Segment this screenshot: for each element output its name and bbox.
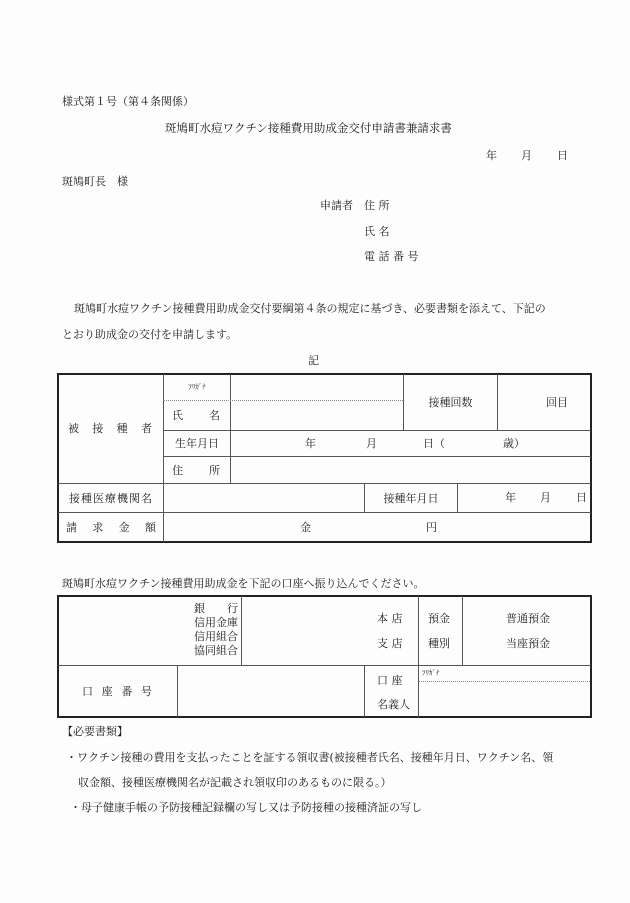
birth-label: 生年月日 (175, 437, 219, 450)
account-holder-input[interactable] (419, 682, 590, 716)
count-label: 接種回数 (428, 396, 473, 409)
applicant-name-label: 氏 名 (364, 225, 390, 238)
form-number: 様式第１号（第４条関係） (62, 95, 194, 108)
label-char: 接 (92, 422, 104, 435)
holder-furigana-label: ﾌﾘｶﾞﾅ (422, 669, 440, 677)
deposit-type-ordinary[interactable]: 普通預金 (506, 612, 550, 625)
label-char: 号 (140, 685, 152, 698)
vaccination-month[interactable]: 月 (540, 491, 551, 504)
label-char: 氏 (172, 409, 183, 422)
required-doc-2: ・母子健康手帳の予防接種記録欄の写し又は予防接種の接種済証の写し (70, 801, 422, 814)
label-char: 被 (68, 422, 79, 435)
institution-shinkumi: 信用組合 (194, 630, 238, 643)
institution-bank: 銀 行 (194, 602, 238, 615)
institution-shinkin: 信用金庫 (194, 616, 238, 629)
label-char: 名 (209, 409, 220, 422)
label-char: 求 (92, 520, 104, 534)
institution-types[interactable] (190, 602, 238, 658)
address-input[interactable] (231, 457, 590, 483)
label-char: 住 (172, 463, 183, 477)
ki-label: 記 (308, 354, 319, 367)
clinic-label: 接種医療機関名 (69, 491, 153, 505)
label-char: 所 (209, 463, 220, 477)
required-doc-1-line-1: ・ワクチン接種の費用を支払ったことを証する領収書(被接種者氏名、接種年月日、ワクチン名、領 (66, 751, 554, 764)
name-input[interactable] (231, 401, 403, 430)
deposit-type-checking[interactable]: 当座預金 (506, 637, 550, 650)
account-holder-label-1: 口 座 (377, 674, 403, 687)
required-docs-heading: 【必要書類】 (62, 725, 128, 738)
birth-year[interactable]: 年 (305, 437, 316, 450)
label-char: 請 (66, 520, 77, 534)
account-number-label (82, 666, 152, 717)
furigana-input[interactable] (231, 375, 403, 400)
bank-instruction: 斑鳩町水痘ワクチン接種費用助成金を下記の口座へ振り込んでください。 (62, 577, 425, 590)
date-month: 月 (521, 149, 532, 162)
amount-prefix[interactable]: 金 (300, 521, 311, 534)
clinic-input[interactable] (164, 484, 364, 512)
vaccination-date-label: 接種年月日 (383, 491, 439, 505)
vaccinee-section-label (68, 374, 152, 483)
deposit-type-label-2: 種別 (428, 637, 450, 650)
label-char: 番 (121, 685, 133, 698)
label-char: 座 (101, 685, 113, 698)
label-char: 額 (144, 520, 156, 534)
furigana-label: ﾌﾘｶﾞﾅ (188, 383, 206, 391)
birth-day[interactable]: 日（ (423, 437, 445, 450)
date-year: 年 (486, 149, 497, 162)
page-title: 斑鳩町水痘ワクチン接種費用助成金交付申請書兼請求書 (165, 121, 452, 135)
vaccination-year[interactable]: 年 (505, 491, 516, 504)
name-label (172, 401, 220, 430)
applicant-phone-label: 電 話 番 号 (364, 250, 419, 263)
age[interactable]: 歳） (503, 437, 525, 450)
branch-office-option[interactable]: 支 店 (377, 637, 403, 650)
intro-line-1: 斑鳩町水痘ワクチン接種費用助成金交付要綱第４条の規定に基づき、必要書類を添えて、下記の (74, 302, 546, 315)
head-office-option[interactable]: 本 店 (377, 612, 403, 625)
account-number-input[interactable] (178, 666, 364, 717)
address-label (172, 457, 220, 483)
label-char: 種 (116, 422, 128, 435)
deposit-type-label-1: 預金 (428, 612, 450, 625)
institution-kyodo: 協同組合 (194, 644, 238, 657)
amount-label (66, 513, 156, 541)
applicant-address-label: 住 所 (364, 199, 390, 212)
count-unit[interactable]: 回目 (546, 396, 568, 409)
required-doc-1-line-2: 収金額、接種医療機関名が記載され領収印のあるものに限る。） (78, 776, 392, 789)
vaccination-day[interactable]: 日 (576, 491, 587, 504)
label-char: 者 (140, 422, 152, 435)
amount-unit[interactable]: 円 (426, 521, 437, 534)
intro-line-2: とおり助成金の交付を申請します。 (62, 328, 238, 341)
birth-month[interactable]: 月 (366, 437, 377, 450)
account-holder-label-2: 名義人 (377, 698, 410, 711)
date-day: 日 (557, 149, 568, 162)
addressee: 斑鳩町長 様 (62, 175, 128, 188)
applicant-label: 申請者 (320, 199, 353, 212)
label-char: 金 (118, 520, 130, 534)
label-char: 口 (82, 685, 93, 698)
